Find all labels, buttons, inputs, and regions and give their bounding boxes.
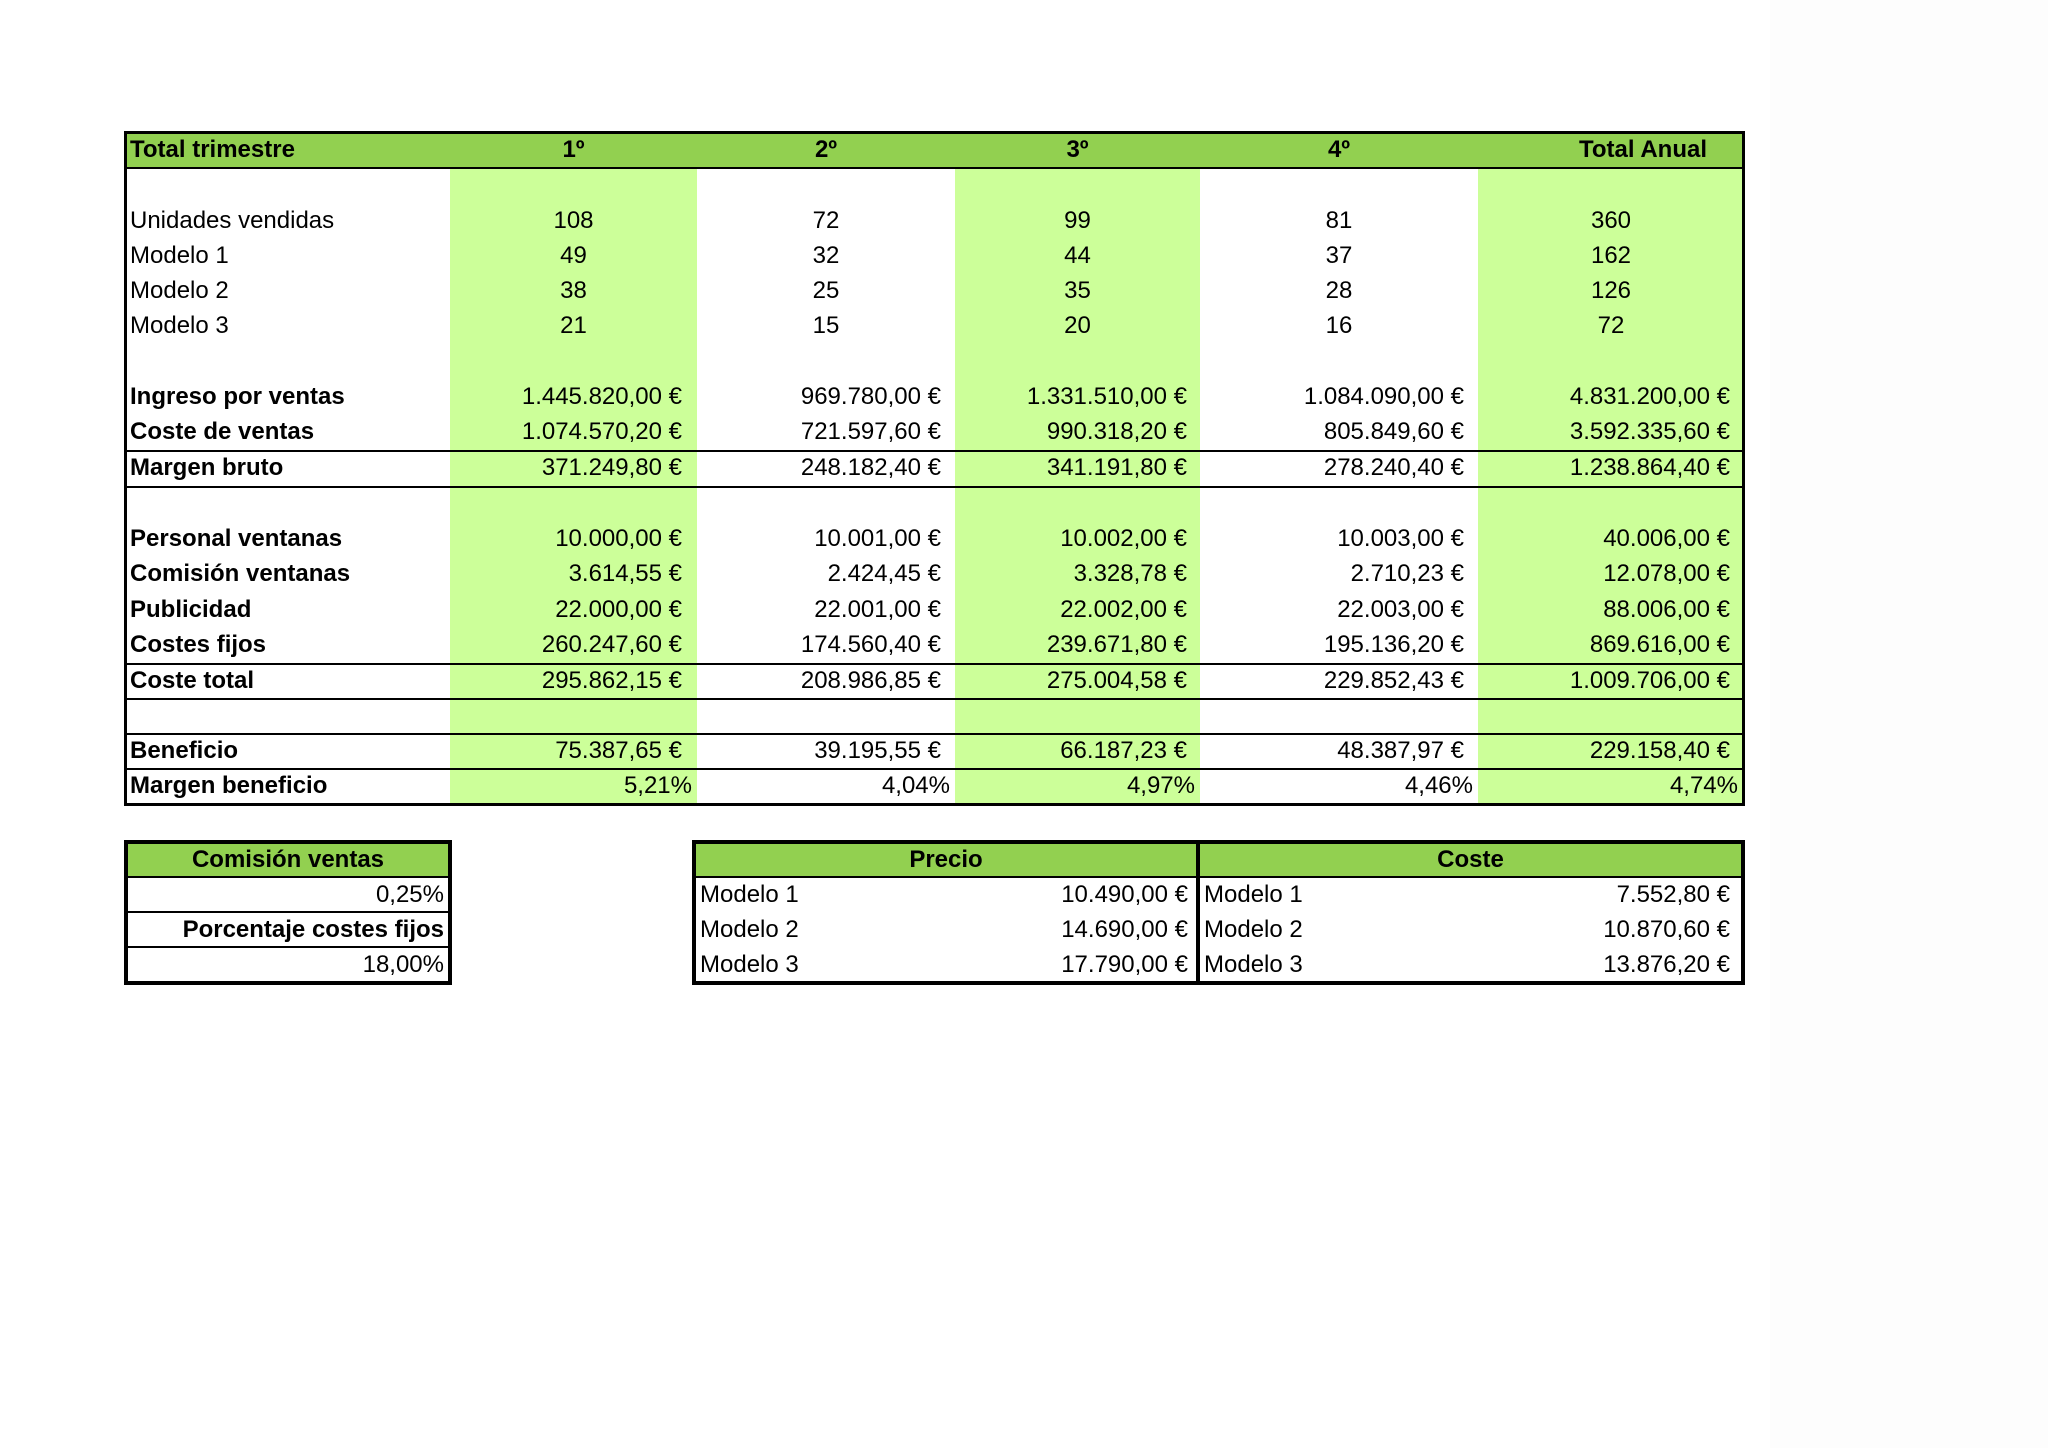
row-label: Margen bruto xyxy=(130,454,284,481)
precio-model: Modelo 3 xyxy=(700,951,799,978)
cell-q4[interactable]: 28 xyxy=(1325,277,1353,304)
cell-q2[interactable]: 32 xyxy=(812,242,840,269)
cell-total[interactable]: 4,74% xyxy=(1669,772,1738,799)
cell-q1[interactable]: 371.249,80 € xyxy=(541,454,682,481)
cell-q1[interactable]: 5,21% xyxy=(623,772,692,799)
cell-total[interactable]: 1.238.864,40 € xyxy=(1569,454,1730,481)
cell-q4[interactable]: 48.387,97 € xyxy=(1337,737,1464,764)
cell-q3[interactable]: 22.002,00 € xyxy=(1060,596,1187,623)
header-q2: 2º xyxy=(814,136,838,163)
cell-q3[interactable]: 3.328,78 € xyxy=(1073,560,1187,587)
row-label: Publicidad xyxy=(130,596,252,623)
cell-q1[interactable]: 49 xyxy=(560,242,587,269)
cell-q4[interactable]: 4,46% xyxy=(1404,772,1473,799)
border xyxy=(125,803,1745,806)
header-q3: 3º xyxy=(1066,136,1089,163)
cell-q1[interactable]: 10.000,00 € xyxy=(555,525,682,552)
cell-q3[interactable]: 66.187,23 € xyxy=(1060,737,1187,764)
cell-q2[interactable]: 174.560,40 € xyxy=(800,631,941,658)
cell-q4[interactable]: 16 xyxy=(1325,312,1353,339)
cell-total[interactable]: 3.592.335,60 € xyxy=(1569,418,1730,445)
coste-model: Modelo 1 xyxy=(1204,881,1303,908)
cell-q3[interactable]: 1.331.510,00 € xyxy=(1026,383,1187,410)
cell-total[interactable]: 88.006,00 € xyxy=(1603,596,1730,623)
costes-fijos-label: Porcentaje costes fijos xyxy=(182,916,444,943)
margin-area xyxy=(1770,0,2048,1448)
cell-q3[interactable]: 341.191,80 € xyxy=(1046,454,1187,481)
coste-value[interactable]: 13.876,20 € xyxy=(1603,951,1730,978)
cell-total[interactable]: 40.006,00 € xyxy=(1603,525,1730,552)
header-label: Total trimestre xyxy=(130,136,295,163)
precio-value[interactable]: 14.690,00 € xyxy=(1061,916,1188,943)
cell-q3[interactable]: 10.002,00 € xyxy=(1060,525,1187,552)
precio-header: Precio xyxy=(909,846,983,873)
header-q1: 1º xyxy=(562,136,585,163)
cell-q4[interactable]: 37 xyxy=(1325,242,1353,269)
cell-q4[interactable]: 229.852,43 € xyxy=(1323,667,1464,694)
header-q4: 4º xyxy=(1327,136,1351,163)
cell-q1[interactable]: 22.000,00 € xyxy=(555,596,682,623)
cell-total[interactable]: 126 xyxy=(1590,277,1632,304)
comision-value[interactable]: 0,25% xyxy=(375,881,444,908)
precio-value[interactable]: 10.490,00 € xyxy=(1061,881,1188,908)
cell-q2[interactable]: 39.195,55 € xyxy=(814,737,941,764)
precio-value[interactable]: 17.790,00 € xyxy=(1061,951,1188,978)
cell-total[interactable]: 869.616,00 € xyxy=(1589,631,1730,658)
cell-q4[interactable]: 10.003,00 € xyxy=(1337,525,1464,552)
cell-q1[interactable]: 38 xyxy=(560,277,587,304)
border xyxy=(448,840,452,985)
cell-total[interactable]: 162 xyxy=(1590,242,1632,269)
cell-total[interactable]: 360 xyxy=(1590,207,1632,234)
cell-q4[interactable]: 22.003,00 € xyxy=(1337,596,1464,623)
cell-q1[interactable]: 1.074.570,20 € xyxy=(521,418,682,445)
cell-q1[interactable]: 295.862,15 € xyxy=(541,667,682,694)
cell-q1[interactable]: 260.247,60 € xyxy=(541,631,682,658)
cell-q3[interactable]: 275.004,58 € xyxy=(1046,667,1187,694)
cell-q4[interactable]: 1.084.090,00 € xyxy=(1303,383,1464,410)
border xyxy=(125,486,1745,488)
cell-q2[interactable]: 15 xyxy=(812,312,840,339)
precio-model: Modelo 2 xyxy=(700,916,799,943)
row-label: Comisión ventanas xyxy=(130,560,351,587)
cell-total[interactable]: 72 xyxy=(1597,312,1625,339)
cell-q2[interactable]: 969.780,00 € xyxy=(800,383,941,410)
comision-label: Comisión ventas xyxy=(191,846,385,873)
cell-q2[interactable]: 2.424,45 € xyxy=(827,560,941,587)
cell-q2[interactable]: 208.986,85 € xyxy=(800,667,941,694)
cell-total[interactable]: 12.078,00 € xyxy=(1603,560,1730,587)
coste-model: Modelo 2 xyxy=(1204,916,1303,943)
cell-q2[interactable]: 4,04% xyxy=(881,772,950,799)
cell-q4[interactable]: 195.136,20 € xyxy=(1323,631,1464,658)
cell-q2[interactable]: 248.182,40 € xyxy=(800,454,941,481)
cell-q4[interactable]: 805.849,60 € xyxy=(1323,418,1464,445)
cell-q3[interactable]: 990.318,20 € xyxy=(1046,418,1187,445)
row-label: Coste de ventas xyxy=(130,418,315,445)
cell-q1[interactable]: 108 xyxy=(553,207,594,234)
border xyxy=(124,131,127,806)
cell-q2[interactable]: 72 xyxy=(812,207,840,234)
header-total: Total Anual xyxy=(1579,136,1707,163)
row-label: Coste total xyxy=(130,667,255,694)
coste-value[interactable]: 10.870,60 € xyxy=(1603,916,1730,943)
row-label: Modelo 1 xyxy=(130,242,229,269)
cell-q3[interactable]: 99 xyxy=(1064,207,1091,234)
cell-q4[interactable]: 278.240,40 € xyxy=(1323,454,1464,481)
cell-total[interactable]: 4.831.200,00 € xyxy=(1569,383,1730,410)
cell-total[interactable]: 1.009.706,00 € xyxy=(1569,667,1730,694)
cell-q1[interactable]: 75.387,65 € xyxy=(555,737,682,764)
cell-total[interactable]: 229.158,40 € xyxy=(1589,737,1730,764)
row-label: Margen beneficio xyxy=(130,772,328,799)
cell-q1[interactable]: 1.445.820,00 € xyxy=(521,383,682,410)
cell-q3[interactable]: 4,97% xyxy=(1126,772,1195,799)
cell-q3[interactable]: 239.671,80 € xyxy=(1046,631,1187,658)
border xyxy=(125,698,1745,700)
cell-q1[interactable]: 21 xyxy=(560,312,587,339)
border xyxy=(1741,840,1745,985)
costes-fijos-value[interactable]: 18,00% xyxy=(362,951,444,978)
row-label: Modelo 3 xyxy=(130,312,229,339)
row-label: Ingreso por ventas xyxy=(130,383,345,410)
cell-q2[interactable]: 22.001,00 € xyxy=(814,596,941,623)
cell-q2[interactable]: 10.001,00 € xyxy=(814,525,941,552)
row-label: Unidades vendidas xyxy=(130,207,335,234)
coste-value[interactable]: 7.552,80 € xyxy=(1616,881,1730,908)
cell-q2[interactable]: 721.597,60 € xyxy=(800,418,941,445)
cell-q2[interactable]: 25 xyxy=(812,277,840,304)
cell-q1[interactable]: 3.614,55 € xyxy=(568,560,682,587)
border xyxy=(125,167,1745,169)
cell-q3[interactable]: 44 xyxy=(1064,242,1091,269)
row-label: Personal ventanas xyxy=(130,525,343,552)
precio-model: Modelo 1 xyxy=(700,881,799,908)
cell-q4[interactable]: 81 xyxy=(1325,207,1353,234)
row-label: Beneficio xyxy=(130,737,239,764)
coste-model: Modelo 3 xyxy=(1204,951,1303,978)
cell-q3[interactable]: 20 xyxy=(1064,312,1091,339)
cell-q4[interactable]: 2.710,23 € xyxy=(1350,560,1464,587)
row-label: Costes fijos xyxy=(130,631,267,658)
cell-q3[interactable]: 35 xyxy=(1064,277,1091,304)
coste-header: Coste xyxy=(1437,846,1504,873)
row-label: Modelo 2 xyxy=(130,277,229,304)
